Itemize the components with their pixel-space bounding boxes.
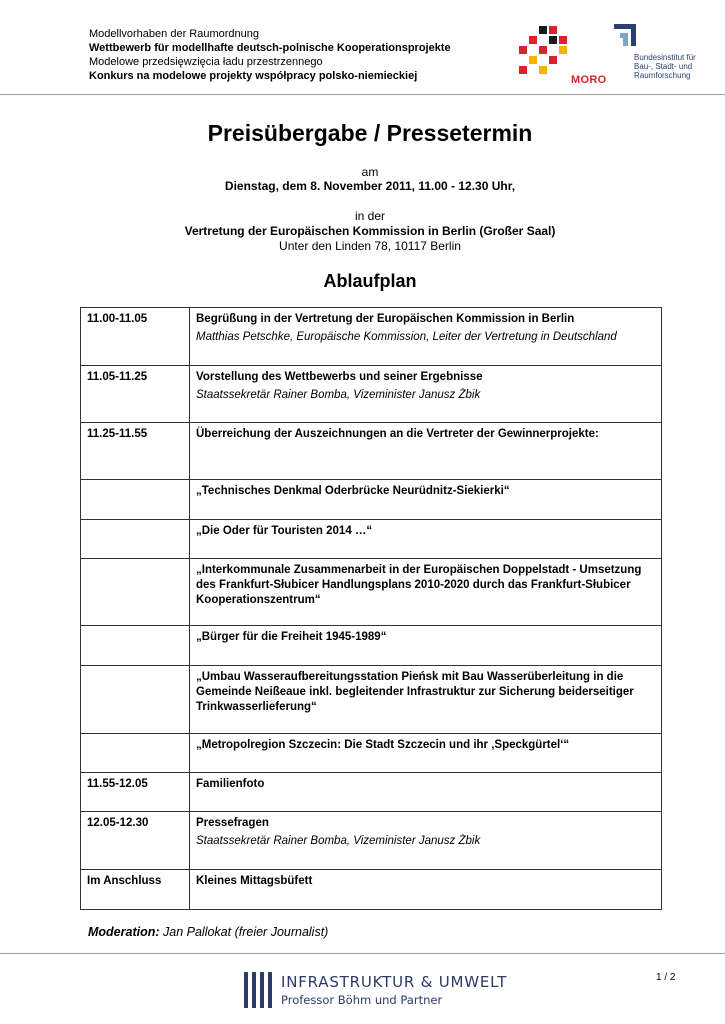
event-title: Vorstellung des Wettbewerbs und seiner Ergebnisse <box>196 371 483 383</box>
table-row <box>81 734 662 773</box>
moderation-note <box>88 925 328 939</box>
venue-address: Unter den Linden 78, 10117 Berlin <box>279 239 461 253</box>
header-divider <box>0 94 725 95</box>
time-cell <box>81 559 190 626</box>
time-cell <box>81 626 190 666</box>
event-title: Kleines Mittagsbüfett <box>196 875 313 887</box>
table-row <box>81 666 662 734</box>
table-row <box>81 480 662 520</box>
event-speaker: Matthias Petschke, Europäische Kommission, Leiter der Vertretung in Deutschland <box>196 331 617 343</box>
header-line-3: Modelowe przedsięwzięcia ładu przestrzennego <box>89 56 323 68</box>
event-title: „Technisches Denkmal Oderbrücke Neurüdnitz-Siekierki“ <box>196 485 510 497</box>
bbsr-mark-icon <box>614 24 636 52</box>
time-cell: 11.25-11.55 <box>81 423 190 480</box>
event-cell <box>190 812 662 870</box>
table-row <box>81 870 662 910</box>
header-line-4: Konkurs na modelowe projekty współpracy polsko-niemieckiej <box>89 70 418 82</box>
event-cell <box>190 480 662 520</box>
event-date: Dienstag, dem 8. November 2011, 11.00 - 12.30 Uhr, <box>224 179 516 193</box>
company-name: INFRASTRUKTUR & UMWELT <box>281 973 508 991</box>
header-line-2: Wettbewerb für modellhafte deutsch-polnische Kooperationsprojekte <box>89 42 451 54</box>
footer-divider <box>0 953 725 954</box>
event-cell <box>190 666 662 734</box>
infrastruktur-umwelt-logo <box>244 972 508 1012</box>
moro-wordmark: MORO <box>571 74 607 86</box>
moderation-label: Moderation: <box>88 925 160 939</box>
iu-bars-icon <box>244 972 272 1008</box>
event-cell <box>190 870 662 910</box>
event-title: „Umbau Wasseraufbereitungsstation Pieńsk mit Bau Wasserüberleitung in die Gemeinde Neißeaue inkl. begleitender Infrastruktur zur Sicherung beiderseitiger Trinkwasserlieferung“ <box>196 671 634 713</box>
table-row <box>81 626 662 666</box>
time-cell <box>81 480 190 520</box>
time-cell <box>81 520 190 559</box>
venue-intro: in der <box>354 209 386 223</box>
moderation-text: Jan Pallokat (freier Journalist) <box>159 925 329 939</box>
table-row <box>81 559 662 626</box>
event-title: Überreichung der Auszeichnungen an die Vertreter der Gewinnerprojekte: <box>196 428 599 440</box>
event-cell <box>190 366 662 423</box>
event-title: Pressefragen <box>196 817 269 829</box>
time-cell: 12.05-12.30 <box>81 812 190 870</box>
event-cell <box>190 559 662 626</box>
table-row <box>81 423 662 480</box>
company-subtitle: Professor Böhm und Partner <box>281 993 443 1007</box>
event-title: „Interkommunale Zusammenarbeit in der Europäischen Doppelstadt - Umsetzung des Frankfurt-Słubicer Handlungsplans 2010-2020 durch das Frankfurt-Słubicer Kooperationszentrum“ <box>196 564 642 606</box>
event-cell <box>190 734 662 773</box>
event-title: „Metropolregion Szczecin: Die Stadt Szczecin und ihr ‚Speckgürtel‘“ <box>196 739 570 751</box>
event-cell <box>190 520 662 559</box>
document-header <box>89 27 451 83</box>
time-cell <box>81 734 190 773</box>
event-speaker: Staatssekretär Rainer Bomba, Vizeminister Janusz Żbik <box>196 835 481 847</box>
event-cell <box>190 773 662 812</box>
schedule-table <box>80 307 662 910</box>
event-cell <box>190 626 662 666</box>
event-title: „Bürger für die Freiheit 1945-1989“ <box>196 631 387 643</box>
table-row <box>81 366 662 423</box>
time-cell: 11.05-11.25 <box>81 366 190 423</box>
table-row <box>81 812 662 870</box>
event-title: Familienfoto <box>196 778 265 790</box>
moro-logo <box>519 24 611 90</box>
date-intro: am <box>361 165 379 179</box>
time-cell: 11.55-12.05 <box>81 773 190 812</box>
header-line-1: Modellvorhaben der Raumordnung <box>89 28 259 40</box>
page-number: 1 / 2 <box>656 972 676 983</box>
table-row <box>81 520 662 559</box>
time-cell <box>81 666 190 734</box>
bbsr-logo <box>612 24 702 84</box>
table-row <box>81 773 662 812</box>
event-title: Begrüßung in der Vertretung der Europäischen Kommission in Berlin <box>196 313 575 325</box>
event-cell <box>190 308 662 366</box>
time-cell: 11.00-11.05 <box>81 308 190 366</box>
schedule-title: Ablaufplan <box>323 271 417 291</box>
table-row <box>81 308 662 366</box>
event-cell <box>190 423 662 480</box>
venue-name: Vertretung der Europäischen Kommission in Berlin (Großer Saal) <box>184 224 556 238</box>
time-cell: Im Anschluss <box>81 870 190 910</box>
page-title: Preisübergabe / Pressetermin <box>207 120 533 146</box>
event-title: „Die Oder für Touristen 2014 …“ <box>196 525 373 537</box>
bbsr-text: Bundesinstitut für Bau-, Stadt- und Raumforschung <box>634 53 696 80</box>
event-speaker: Staatssekretär Rainer Bomba, Vizeminister Janusz Żbik <box>196 389 481 401</box>
